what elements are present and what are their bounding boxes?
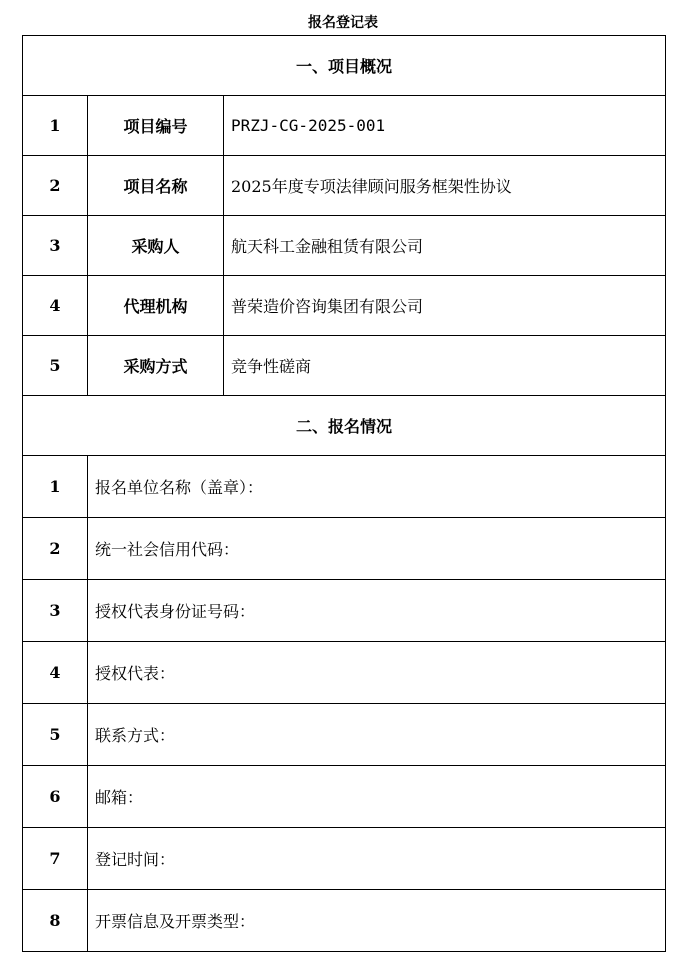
section2-header-row	[23, 396, 666, 456]
registration-row	[23, 890, 666, 952]
email-field[interactable]	[88, 766, 666, 828]
contact-label: 联系方式：	[95, 726, 176, 745]
row-number: 7	[23, 828, 88, 890]
registrant-name-field[interactable]	[88, 456, 666, 518]
registration-row	[23, 518, 666, 580]
purchaser-value: 航天科工金融租赁有限公司	[224, 216, 666, 276]
row-number: 5	[23, 704, 88, 766]
registration-time-label: 登记时间：	[95, 850, 176, 869]
registration-row	[23, 456, 666, 518]
agency-value: 普荣造价咨询集团有限公司	[224, 276, 666, 336]
invoice-info-field[interactable]	[88, 890, 666, 952]
project-row	[23, 156, 666, 216]
row-number: 4	[23, 642, 88, 704]
registration-row	[23, 766, 666, 828]
agency-label: 代理机构	[88, 276, 224, 336]
row-number: 2	[23, 518, 88, 580]
registrant-name-label: 报名单位名称（盖章）：	[95, 478, 264, 497]
project-number-label: 项目编号	[88, 96, 224, 156]
project-number-value: PRZJ-CG-2025-001	[224, 96, 666, 156]
document-title: 报名登记表	[308, 15, 378, 31]
row-number: 8	[23, 890, 88, 952]
procurement-method-label: 采购方式	[88, 336, 224, 396]
invoice-info-label: 开票信息及开票类型：	[95, 912, 256, 931]
row-number: 5	[23, 336, 88, 396]
row-number: 6	[23, 766, 88, 828]
purchaser-label: 采购人	[88, 216, 224, 276]
row-number: 1	[23, 456, 88, 518]
project-name-label: 项目名称	[88, 156, 224, 216]
credit-code-field[interactable]	[88, 518, 666, 580]
registration-row	[23, 704, 666, 766]
representative-id-field[interactable]	[88, 580, 666, 642]
project-row	[23, 276, 666, 336]
registration-row	[23, 580, 666, 642]
section1-header-row	[23, 36, 666, 96]
row-number: 1	[23, 96, 88, 156]
row-number: 4	[23, 276, 88, 336]
registration-row	[23, 642, 666, 704]
email-label: 邮箱：	[95, 788, 144, 807]
project-name-value: 2025年度专项法律顾问服务框架性协议	[224, 156, 666, 216]
project-row	[23, 336, 666, 396]
registration-row	[23, 828, 666, 890]
representative-field[interactable]	[88, 642, 666, 704]
row-number: 3	[23, 216, 88, 276]
row-number: 2	[23, 156, 88, 216]
procurement-method-value: 竞争性磋商	[224, 336, 666, 396]
project-row	[23, 96, 666, 156]
credit-code-label: 统一社会信用代码：	[95, 540, 240, 559]
section1-heading: 一、项目概况	[23, 36, 666, 96]
project-row	[23, 216, 666, 276]
contact-field[interactable]	[88, 704, 666, 766]
registration-time-field[interactable]	[88, 828, 666, 890]
registration-table	[22, 35, 666, 952]
representative-id-label: 授权代表身份证号码：	[95, 602, 256, 621]
row-number: 3	[23, 580, 88, 642]
section2-heading: 二、报名情况	[23, 396, 666, 456]
representative-label: 授权代表：	[95, 664, 176, 683]
